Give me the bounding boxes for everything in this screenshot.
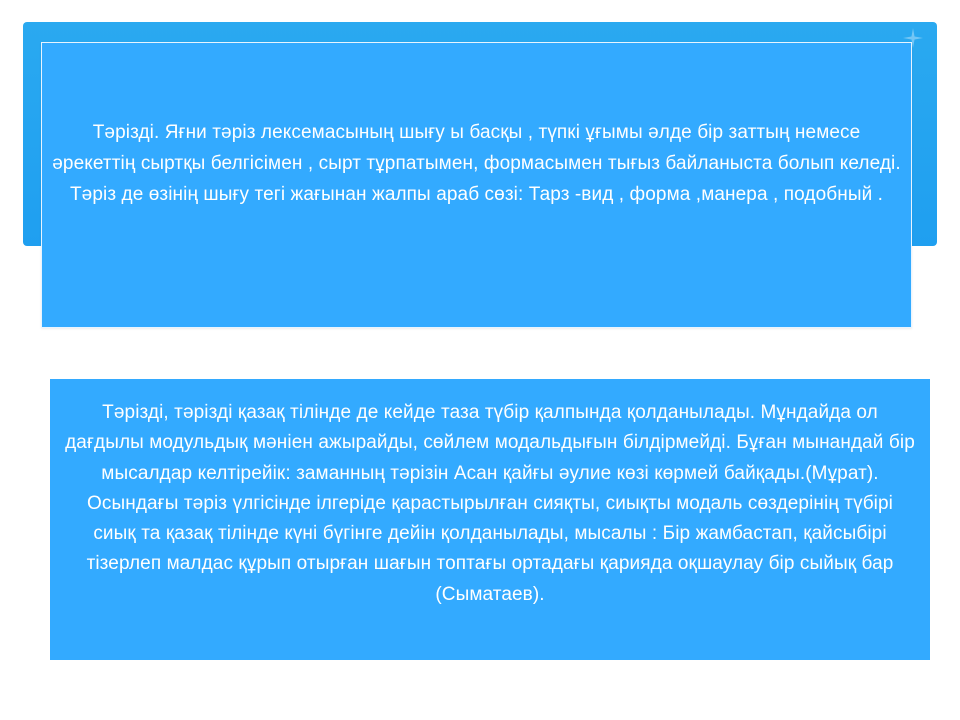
definition-text: Тәрізді. Яғни тәріз лексемасының шығу ы басқы , түпкі ұғымы әлде бір заттың немесе әрекеттің сыртқы белгісімен , сырт тұрпатымен, формасымен тығыз байланыста болып келеді. Тәріз де өзінің шығу тегі жағынан жалпы араб сөзі: Тарз -вид , форма ,манера , подобный . — [52, 122, 901, 205]
example-text: Тәрізді, тәрізді қазақ тілінде де кейде таза түбір қалпында қолданылады. Мұндайда ол дағдылы модульдық мәніен ажырайды, сөйлем модальдығын білдірмейді. Бұған мынандай бір мысалдар келтірейік: заманның тәрізін Асан қайғы әулие көзі көрмей байқады.(Мұрат). Осындағы тәріз үлгісінде ілгеріде қарастырылған сияқты, сиықты модаль сөздерінің түбірі сиық та қазақ тілінде күні бүгінге дейін қолданылады, мысалы : Бір жамбастап, қайсыбірі тізерлеп малдас құрып отырған шағын топтағы ортадағы қарияда оқшаулау бір сыйық бар (Сыматаев). — [65, 402, 915, 605]
definition-box — [41, 42, 912, 328]
example-box — [50, 379, 930, 660]
